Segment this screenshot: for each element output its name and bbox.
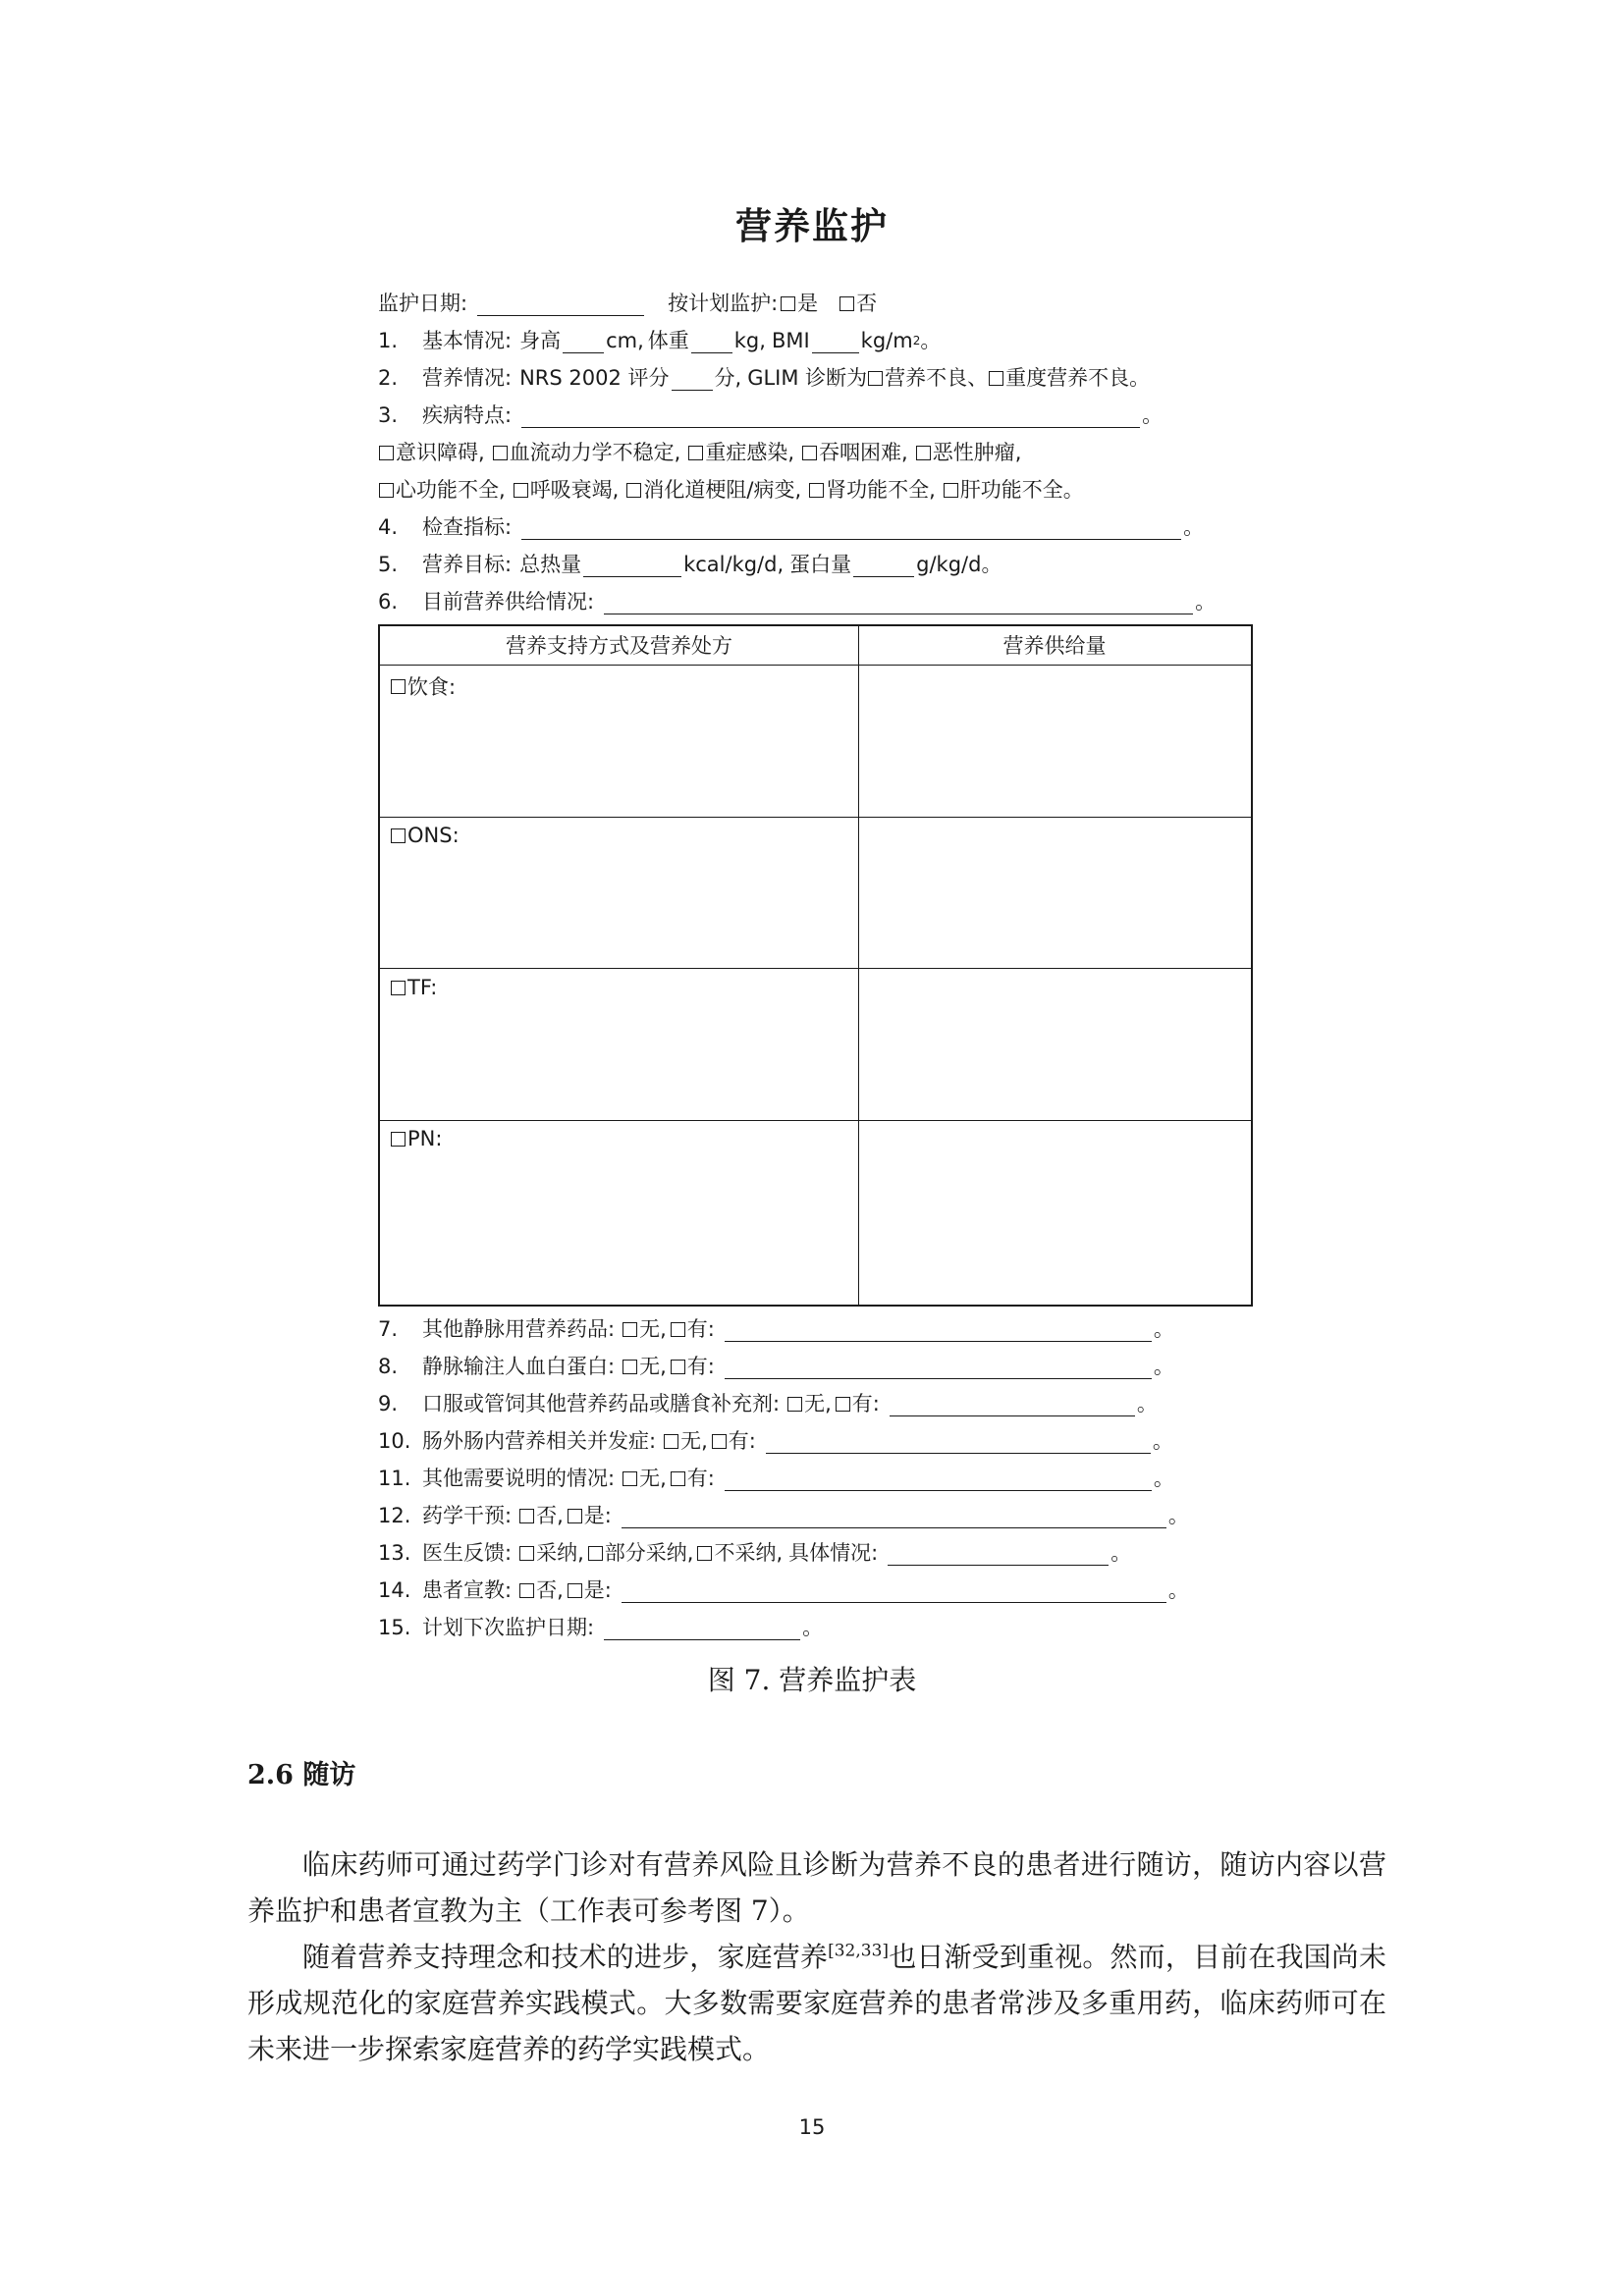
item-number: 3. xyxy=(378,403,399,427)
period: 。 xyxy=(920,329,942,352)
renal-insufficiency-label: 肾功能不全, xyxy=(826,478,936,502)
weight-label: 体重 xyxy=(647,329,689,352)
complications-none-checkbox[interactable] xyxy=(664,1434,678,1449)
yes-label: 有: xyxy=(686,1467,715,1490)
table-row-tf xyxy=(390,976,437,999)
albumin-yes-checkbox[interactable] xyxy=(671,1360,685,1374)
no-label: 否, xyxy=(536,1504,564,1527)
item-number: 10. xyxy=(378,1429,411,1453)
table-header-amount: 营养供给量 xyxy=(858,626,1251,666)
form-title: 营养监护 xyxy=(735,205,889,247)
exam-indicators-row xyxy=(378,508,1204,546)
yes-label: 是: xyxy=(583,1578,612,1602)
period: 。 xyxy=(802,1616,824,1639)
pn-label: PN: xyxy=(407,1127,443,1150)
severe-malnutrition-checkbox[interactable] xyxy=(989,371,1003,386)
nutrition-status-row xyxy=(378,359,1150,397)
intervention-no-checkbox[interactable] xyxy=(519,1509,534,1523)
oral-supplement-none-checkbox[interactable] xyxy=(787,1397,802,1412)
disease-options-row-2 xyxy=(378,471,1084,508)
current-supply-row xyxy=(378,583,1216,620)
ons-label: ONS: xyxy=(407,824,460,847)
complications-detail-field[interactable] xyxy=(766,1429,1151,1454)
next-monitoring-date-field[interactable] xyxy=(604,1616,800,1640)
severe-malnutrition-label: 重度营养不良。 xyxy=(1005,366,1151,390)
doctor-feedback-label: 医生反馈: xyxy=(422,1541,513,1565)
current-supply-field[interactable] xyxy=(604,590,1193,614)
planned-yes-label: 是 xyxy=(797,292,819,315)
item-number: 7. xyxy=(378,1317,399,1341)
hepatic-insufficiency-checkbox[interactable] xyxy=(944,483,958,498)
yes-label: 有: xyxy=(686,1355,715,1378)
period: 。 xyxy=(1152,1429,1173,1453)
none-label: 无, xyxy=(639,1467,667,1490)
table-row-ons xyxy=(390,824,460,847)
table-column-divider xyxy=(858,626,859,1305)
monitoring-date-row xyxy=(378,285,877,322)
dysphagia-label: 吞咽困难, xyxy=(819,441,908,464)
iv-nutrition-drugs-row xyxy=(378,1310,1174,1348)
protein-field[interactable] xyxy=(853,553,914,577)
pn-checkbox[interactable] xyxy=(391,1132,406,1147)
malignant-tumor-checkbox[interactable] xyxy=(916,446,931,460)
planned-no-label: 否 xyxy=(856,292,878,315)
tf-label: TF: xyxy=(407,976,438,999)
table-row-divider xyxy=(380,968,1251,969)
education-yes-checkbox[interactable] xyxy=(568,1583,582,1598)
yes-label: 有: xyxy=(851,1392,880,1415)
disease-features-row xyxy=(378,397,1163,434)
basic-info-row: 1. 基本情况: 身高 cm, 体重 kg, BMI kg/m 2 。 xyxy=(378,322,941,359)
none-label: 无, xyxy=(680,1429,708,1453)
oral-supplement-yes-checkbox[interactable] xyxy=(836,1397,850,1412)
disease-options-row-1 xyxy=(378,434,1021,471)
energy-field[interactable] xyxy=(583,553,681,577)
iv-drugs-yes-checkbox[interactable] xyxy=(671,1322,685,1337)
paragraph-2-text-b: 也日渐受到重视。然而，目前在我国尚未形成规范化的家庭营养实践模式。大多数需要家庭营养的患者常涉及多重用药，临床药师可在未来进一步探索家庭营养的药学实践模式。 xyxy=(247,1941,1386,2065)
pharmacy-intervention-label: 药学干预: xyxy=(422,1504,513,1527)
renal-insufficiency-checkbox[interactable] xyxy=(809,483,824,498)
bmi-field[interactable] xyxy=(812,329,859,353)
disease-features-label: 疾病特点: xyxy=(422,403,513,427)
period: 。 xyxy=(1153,1317,1174,1341)
paragraph-2-text-a: 随着营养支持理念和技术的进步，家庭营养 xyxy=(302,1941,829,1973)
nutrition-supply-table xyxy=(378,624,1253,1307)
diet-label: 饮食: xyxy=(407,675,457,699)
period: 。 xyxy=(1183,515,1205,539)
paragraph-2 xyxy=(247,1934,1386,2072)
table-row-pn xyxy=(390,1127,442,1150)
citation-ref[interactable]: [32,33] xyxy=(828,1941,890,1961)
paragraph-1: 临床药师可通过药学门诊对有营养风险且诊断为营养不良的患者进行随访，随访内容以营养监护和患者宣教为主（工作表可参考图 7）。 xyxy=(247,1848,1386,1927)
none-label: 无, xyxy=(639,1317,667,1341)
weight-field[interactable] xyxy=(691,329,732,353)
malnutrition-checkbox[interactable] xyxy=(868,371,883,386)
consciousness-disorder-label: 意识障碍, xyxy=(396,441,485,464)
monitoring-date-field[interactable] xyxy=(477,292,644,316)
tf-checkbox[interactable] xyxy=(391,981,406,995)
period: 。 xyxy=(1136,1392,1158,1415)
malignant-tumor-label: 恶性肿瘤, xyxy=(932,441,1022,464)
height-label: 身高 xyxy=(519,329,562,352)
albumin-infusion-label: 静脉输注人血白蛋白: xyxy=(422,1355,616,1378)
dysphagia-checkbox[interactable] xyxy=(802,446,817,460)
education-detail-field[interactable] xyxy=(622,1578,1166,1603)
kg-unit: kg, xyxy=(733,329,766,352)
none-label: 无, xyxy=(804,1392,832,1415)
iv-drugs-detail-field[interactable] xyxy=(725,1317,1152,1342)
feedback-partial-checkbox[interactable] xyxy=(588,1546,603,1561)
score-unit: 分, xyxy=(714,366,742,390)
item-number: 2. xyxy=(378,366,399,390)
protein-label: 蛋白量 xyxy=(789,553,852,576)
oral-supplement-detail-field[interactable] xyxy=(890,1392,1135,1416)
feedback-adopted-checkbox[interactable] xyxy=(519,1546,534,1561)
nrs-label: NRS 2002 评分 xyxy=(519,366,670,390)
glim-label: GLIM 诊断为 xyxy=(747,366,868,390)
oral-supplement-row xyxy=(378,1385,1158,1422)
table-row-diet xyxy=(390,671,456,701)
not-adopted-label: 不采纳, xyxy=(714,1541,784,1565)
planned-no-checkbox[interactable] xyxy=(839,296,854,311)
period: 。 xyxy=(1142,403,1164,427)
energy-label: 总热量 xyxy=(519,553,582,576)
bmi-label: BMI xyxy=(771,329,810,352)
basic-info-label: 基本情况: xyxy=(422,329,513,352)
albumin-none-checkbox[interactable] xyxy=(623,1360,637,1374)
other-notes-row xyxy=(378,1460,1174,1497)
table-row-divider xyxy=(380,817,1251,818)
feedback-detail-field[interactable] xyxy=(888,1541,1109,1566)
albumin-infusion-row xyxy=(378,1348,1174,1385)
feedback-details-label: 具体情况: xyxy=(788,1541,879,1565)
exam-indicators-label: 检查指标: xyxy=(422,515,513,539)
consciousness-disorder-checkbox[interactable] xyxy=(379,446,394,460)
height-field[interactable] xyxy=(563,329,604,353)
pharmacy-intervention-row xyxy=(378,1497,1189,1534)
other-notes-none-checkbox[interactable] xyxy=(623,1471,637,1486)
hemodynamic-instability-label: 血流动力学不稳定, xyxy=(509,441,681,464)
respiratory-failure-label: 呼吸衰竭, xyxy=(529,478,620,502)
respiratory-failure-checkbox[interactable] xyxy=(514,483,528,498)
current-supply-label: 目前营养供给情况: xyxy=(422,590,595,614)
planned-monitoring-label: 按计划监护: xyxy=(668,292,779,315)
period: 。 xyxy=(1167,1578,1189,1602)
nutrition-target-row xyxy=(378,546,1001,583)
exam-indicators-field[interactable] xyxy=(521,515,1181,540)
yes-label: 有: xyxy=(728,1429,756,1453)
complications-label: 肠外肠内营养相关并发症: xyxy=(422,1429,657,1453)
other-notes-label: 其他需要说明的情况: xyxy=(422,1467,616,1490)
item-number: 9. xyxy=(378,1392,399,1415)
nutrition-status-label: 营养情况: xyxy=(422,366,513,390)
yes-label: 是: xyxy=(583,1504,612,1527)
hepatic-insufficiency-label: 肝功能不全。 xyxy=(959,478,1084,502)
feedback-rejected-checkbox[interactable] xyxy=(697,1546,712,1561)
monitoring-date-label: 监护日期: xyxy=(378,292,468,315)
cardiac-insufficiency-checkbox[interactable] xyxy=(379,483,394,498)
planned-yes-checkbox[interactable] xyxy=(781,296,795,311)
item-number: 12. xyxy=(378,1504,411,1527)
protein-unit: g/kg/d。 xyxy=(916,553,1002,576)
nutrition-target-label: 营养目标: xyxy=(422,553,513,576)
item-number: 14. xyxy=(378,1578,411,1602)
malnutrition-label: 营养不良、 xyxy=(885,366,989,390)
table-row-divider xyxy=(380,1120,1251,1121)
diet-checkbox[interactable] xyxy=(391,679,406,694)
nrs-score-field[interactable] xyxy=(672,366,713,391)
yes-label: 有: xyxy=(686,1317,715,1341)
period: 。 xyxy=(1167,1504,1189,1527)
complications-row xyxy=(378,1422,1173,1460)
cm-unit: cm, xyxy=(606,329,644,352)
page-number: 15 xyxy=(798,2115,826,2139)
item-number: 5. xyxy=(378,553,399,576)
hemodynamic-instability-checkbox[interactable] xyxy=(493,446,508,460)
period: 。 xyxy=(1153,1467,1174,1490)
no-label: 否, xyxy=(536,1578,564,1602)
item-number: 11. xyxy=(378,1467,411,1490)
period: 。 xyxy=(1195,590,1217,614)
item-number: 6. xyxy=(378,590,399,614)
period: 。 xyxy=(1110,1541,1132,1565)
item-number: 13. xyxy=(378,1541,411,1565)
other-notes-yes-checkbox[interactable] xyxy=(671,1471,685,1486)
iv-drugs-none-checkbox[interactable] xyxy=(623,1322,637,1337)
disease-features-field[interactable] xyxy=(521,403,1140,428)
item-number: 1. xyxy=(378,329,399,352)
patient-education-label: 患者宣教: xyxy=(422,1578,513,1602)
intervention-yes-checkbox[interactable] xyxy=(568,1509,582,1523)
intervention-detail-field[interactable] xyxy=(622,1504,1166,1528)
next-monitoring-row xyxy=(378,1609,823,1646)
period: 。 xyxy=(1153,1355,1174,1378)
iv-nutrition-drugs-label: 其他静脉用营养药品: xyxy=(422,1317,616,1341)
next-monitoring-label: 计划下次监护日期: xyxy=(422,1616,595,1639)
section-heading: 2.6 随访 xyxy=(247,1760,356,1790)
cardiac-insufficiency-label: 心功能不全, xyxy=(396,478,506,502)
severe-infection-label: 重症感染, xyxy=(705,441,795,464)
item-number: 8. xyxy=(378,1355,399,1378)
other-notes-detail-field[interactable] xyxy=(725,1467,1152,1491)
partially-adopted-label: 部分采纳, xyxy=(604,1541,694,1565)
figure-caption: 图 7. 营养监护表 xyxy=(707,1664,917,1696)
gi-obstruction-label: 消化道梗阻/病变, xyxy=(643,478,802,502)
energy-unit: kcal/kg/d, xyxy=(683,553,785,576)
adopted-label: 采纳, xyxy=(536,1541,584,1565)
complications-yes-checkbox[interactable] xyxy=(712,1434,727,1449)
albumin-detail-field[interactable] xyxy=(725,1355,1152,1379)
ons-checkbox[interactable] xyxy=(391,828,406,843)
table-header-method: 营养支持方式及营养处方 xyxy=(380,626,858,666)
gi-obstruction-checkbox[interactable] xyxy=(626,483,641,498)
patient-education-row xyxy=(378,1572,1189,1609)
oral-supplement-label: 口服或管饲其他营养药品或膳食补充剂: xyxy=(422,1392,781,1415)
bmi-unit: kg/m xyxy=(860,329,913,352)
item-number: 4. xyxy=(378,515,399,539)
item-number: 15. xyxy=(378,1616,411,1639)
none-label: 无, xyxy=(639,1355,667,1378)
severe-infection-checkbox[interactable] xyxy=(688,446,703,460)
education-no-checkbox[interactable] xyxy=(519,1583,534,1598)
doctor-feedback-row xyxy=(378,1534,1131,1572)
